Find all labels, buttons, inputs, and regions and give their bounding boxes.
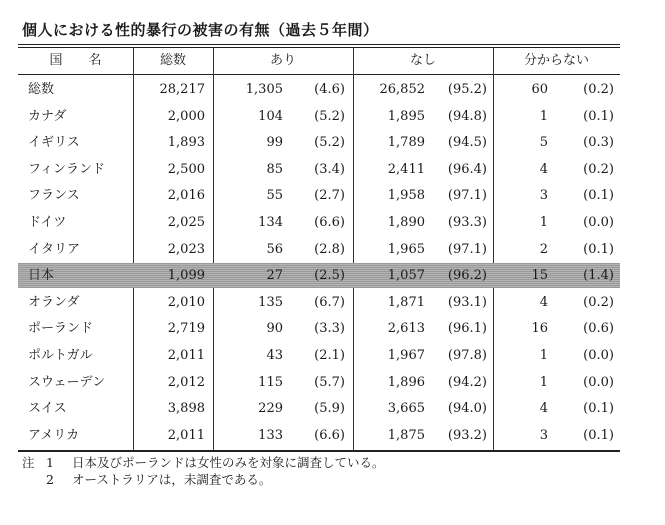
cell-total: 2,023 [167, 241, 205, 257]
cell-total: 2,500 [167, 161, 205, 177]
table-row [18, 183, 620, 208]
cell-total: 2,000 [167, 108, 205, 124]
table-row [18, 343, 620, 368]
cell-yes-count: 56 [266, 241, 283, 257]
cell-country: オランダ [28, 294, 80, 310]
table-row [18, 130, 620, 155]
cell-unknown-count: 1 [539, 348, 548, 363]
table-row [18, 316, 620, 341]
cell-yes-count: 27 [266, 268, 283, 284]
cell-no-count: 1,875 [387, 427, 425, 443]
cell-no-percent: (93.3) [447, 215, 487, 230]
cell-no-percent: (96.4) [447, 161, 487, 177]
cell-unknown-count: 16 [531, 321, 548, 337]
cell-no-percent: (97.1) [447, 188, 487, 204]
cell-total: 2,010 [167, 294, 205, 310]
cell-no-percent: (94.8) [447, 108, 487, 124]
cell-yes-percent: (5.7) [314, 374, 345, 390]
cell-unknown-percent: (0.1) [583, 401, 614, 417]
cell-yes-count: 1,305 [245, 82, 283, 97]
cell-yes-percent: (5.2) [314, 108, 345, 124]
cell-unknown-percent: (0.1) [583, 427, 614, 443]
cell-unknown-percent: (0.0) [583, 215, 614, 230]
cell-no-count: 1,789 [387, 135, 425, 151]
cell-country: イタリア [28, 241, 81, 257]
cell-unknown-percent: (0.2) [583, 82, 614, 97]
table-bottom-rule [18, 450, 620, 452]
cell-yes-percent: (2.5) [314, 268, 345, 284]
cell-total: 3,898 [167, 401, 205, 417]
table-row [18, 396, 620, 421]
cell-no-percent: (94.0) [447, 401, 487, 417]
cell-yes-percent: (3.4) [314, 161, 345, 177]
cell-no-count: 1,871 [387, 294, 425, 310]
cell-yes-percent: (6.7) [314, 294, 345, 310]
cell-country: フランス [28, 188, 80, 204]
footnote-text: オーストラリアは，未調査である。 [72, 472, 272, 487]
cell-no-count: 2,411 [387, 161, 425, 177]
cell-unknown-count: 4 [539, 294, 548, 310]
cell-yes-count: 90 [266, 321, 283, 337]
cell-unknown-count: 1 [539, 215, 548, 230]
cell-no-count: 1,896 [387, 374, 425, 390]
cell-unknown-percent: (0.1) [583, 241, 614, 257]
cell-no-count: 1,057 [387, 268, 425, 284]
cell-unknown-count: 3 [539, 188, 548, 204]
cell-unknown-percent: (0.1) [583, 188, 614, 204]
cell-yes-count: 134 [258, 215, 283, 230]
header-yes: あり [269, 53, 296, 68]
cell-total: 2,012 [167, 374, 205, 390]
cell-no-count: 1,958 [387, 188, 425, 204]
cell-country: イギリス [28, 135, 80, 151]
cell-yes-count: 85 [266, 161, 283, 177]
cell-no-percent: (97.8) [447, 348, 487, 363]
cell-country: スイス [28, 401, 67, 417]
table-top-rule [18, 44, 620, 45]
cell-no-percent: (93.1) [447, 294, 487, 310]
cell-country: 日本 [28, 268, 55, 284]
cell-unknown-count: 5 [539, 135, 548, 151]
cell-yes-percent: (6.6) [314, 427, 345, 443]
cell-no-percent: (94.2) [447, 374, 487, 390]
cell-unknown-count: 4 [539, 401, 548, 417]
header-no: なし [409, 53, 436, 68]
table-row [18, 290, 620, 315]
table-row [18, 77, 620, 102]
cell-yes-count: 133 [258, 427, 283, 443]
cell-unknown-percent: (0.0) [583, 374, 614, 390]
cell-country: 総数 [28, 82, 55, 97]
table-row [18, 263, 620, 288]
cell-yes-percent: (2.1) [314, 348, 345, 363]
table-row [18, 157, 620, 182]
cell-no-percent: (93.2) [447, 427, 487, 443]
cell-yes-percent: (5.2) [314, 135, 345, 151]
cell-no-percent: (97.1) [447, 241, 487, 257]
cell-unknown-count: 4 [539, 161, 548, 177]
cell-total: 1,099 [167, 268, 205, 284]
cell-yes-percent: (2.7) [314, 188, 345, 204]
cell-yes-count: 115 [258, 374, 283, 390]
table-top-rule-inner [18, 47, 620, 48]
cell-yes-count: 135 [258, 294, 283, 310]
cell-total: 28,217 [159, 82, 205, 97]
cell-total: 1,893 [167, 135, 205, 151]
table-row [18, 370, 620, 395]
cell-yes-percent: (3.3) [314, 321, 345, 337]
cell-no-percent: (94.5) [447, 135, 487, 151]
footnote-label: 注 [22, 455, 35, 470]
cell-yes-count: 99 [266, 135, 283, 151]
table-row [18, 104, 620, 129]
cell-country: ポルトガル [28, 348, 93, 363]
header-rule [18, 74, 620, 75]
cell-no-count: 3,665 [387, 401, 425, 417]
cell-country: ポーランド [28, 321, 94, 337]
cell-country: フィンランド [28, 161, 105, 177]
cell-no-count: 1,890 [387, 215, 425, 230]
footnote-text: 日本及びポーランドは女性のみを対象に調査している。 [72, 455, 385, 470]
cell-country: カナダ [28, 108, 67, 124]
cell-unknown-count: 1 [539, 374, 548, 390]
table-row [18, 423, 620, 448]
header-unknown: 分からない [523, 53, 589, 68]
cell-no-percent: (96.2) [447, 268, 487, 284]
cell-unknown-percent: (0.1) [583, 108, 614, 124]
header-total: 総数 [159, 53, 186, 68]
cell-yes-count: 229 [258, 401, 283, 417]
cell-yes-percent: (5.9) [314, 401, 345, 417]
cell-unknown-percent: (0.2) [583, 161, 614, 177]
cell-yes-percent: (2.8) [314, 241, 345, 257]
cell-yes-count: 43 [266, 348, 283, 363]
cell-unknown-count: 2 [539, 241, 548, 257]
header-country: 国 名 [49, 53, 102, 68]
table-row [18, 237, 620, 262]
cell-country: スウェーデン [28, 374, 106, 390]
cell-total: 2,025 [167, 215, 205, 230]
cell-no-count: 1,967 [387, 348, 425, 363]
cell-country: ドイツ [28, 215, 67, 230]
cell-no-count: 1,895 [387, 108, 425, 124]
footnote-number: 1 [46, 455, 54, 470]
cell-no-count: 2,613 [387, 321, 425, 337]
cell-no-percent: (95.2) [447, 82, 487, 97]
cell-no-percent: (96.1) [447, 321, 487, 337]
cell-no-count: 1,965 [387, 241, 425, 257]
cell-yes-percent: (4.6) [314, 82, 345, 97]
cell-yes-count: 104 [258, 108, 283, 124]
cell-unknown-percent: (0.2) [583, 294, 614, 310]
cell-total: 2,011 [167, 348, 205, 363]
cell-unknown-percent: (0.6) [583, 321, 614, 337]
cell-no-count: 26,852 [379, 82, 425, 97]
cell-unknown-count: 60 [531, 82, 548, 97]
cell-yes-percent: (6.6) [314, 215, 345, 230]
cell-unknown-count: 15 [531, 268, 548, 284]
cell-total: 2,719 [167, 321, 205, 337]
cell-country: アメリカ [28, 427, 80, 443]
footnote-number: 2 [46, 472, 54, 487]
cell-unknown-percent: (0.0) [583, 348, 614, 363]
cell-unknown-count: 3 [539, 427, 548, 443]
page-title: 個人における性的暴行の被害の有無（過去５年間） [22, 21, 379, 39]
table-row [18, 210, 620, 235]
cell-total: 2,011 [167, 427, 205, 443]
cell-total: 2,016 [167, 188, 205, 204]
cell-unknown-percent: (1.4) [583, 268, 614, 284]
cell-unknown-percent: (0.3) [583, 135, 614, 151]
cell-yes-count: 55 [266, 188, 283, 204]
cell-unknown-count: 1 [539, 108, 548, 124]
